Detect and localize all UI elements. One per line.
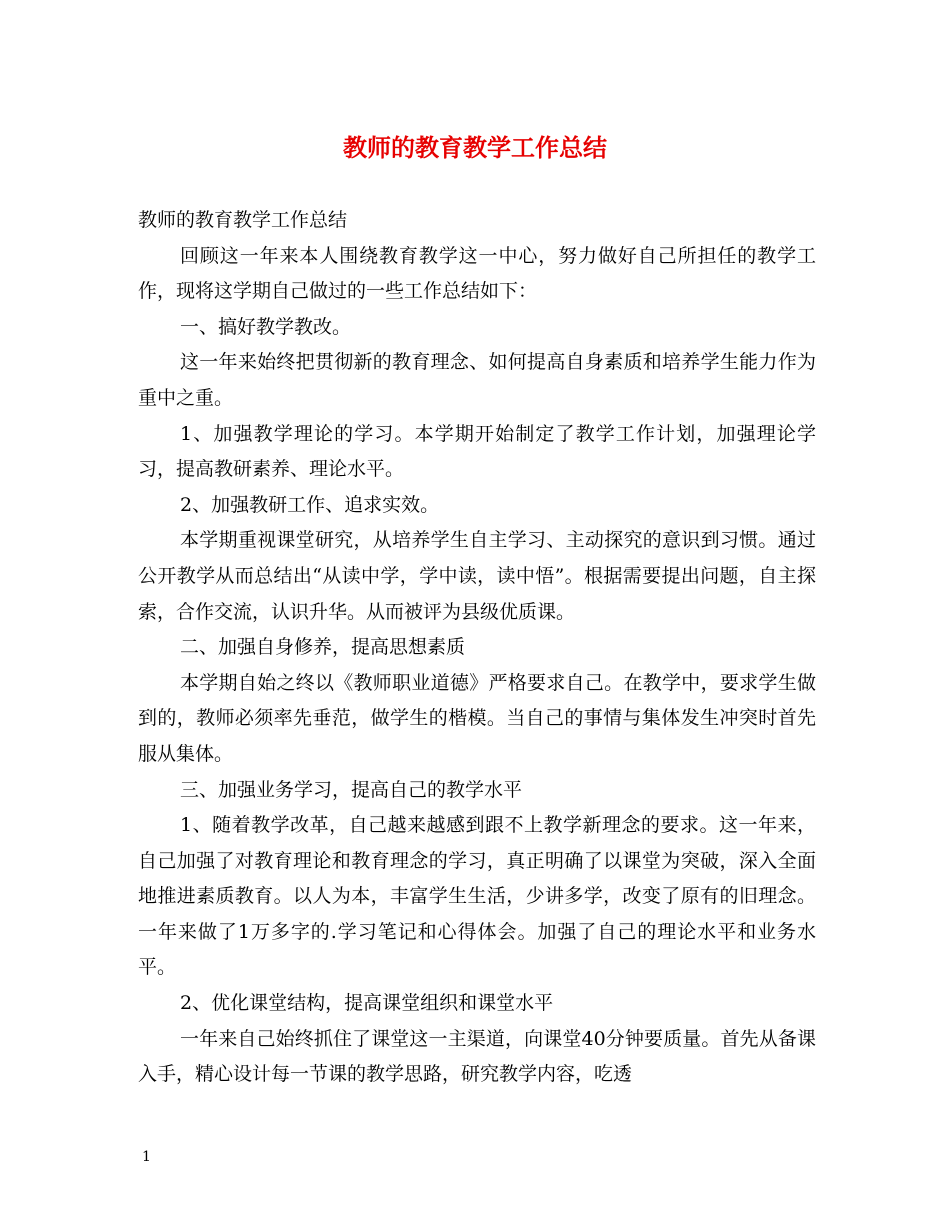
- paragraph: 一年来自己始终抓住了课堂这一主渠道，向课堂40分钟要质量。首先从备课入手，精心设计每一节课的教学思路，研究教学内容，吃透: [138, 1027, 816, 1086]
- paragraph: 2、加强教研工作、追求实效。: [180, 493, 440, 516]
- paragraph: 教师的教育教学工作总结: [138, 209, 348, 231]
- page-number: 1: [142, 1149, 151, 1165]
- document-body: [138, 203, 816, 1093]
- paragraph: 2、优化课堂结构，提高课堂组织和课堂水平: [180, 992, 554, 1015]
- paragraph: 三、加强业务学习，提高自己的教学水平: [180, 778, 523, 801]
- paragraph: 回顾这一年来本人围绕教育教学这一中心，努力做好自己所担任的教学工作，现将这学期自己做过的一些工作总结如下：: [138, 244, 816, 303]
- paragraph: 1、加强教学理论的学习。本学期开始制定了教学工作计划，加强理论学习，提高教研素养、理论水平。: [138, 422, 816, 481]
- paragraph: 一、搞好教学教改。: [180, 315, 352, 338]
- paragraph: 1、随着教学改革，自己越来越感到跟不上教学新理念的要求。这一年来，自己加强了对教育理论和教育理念的学习，真正明确了以课堂为突破，深入全面地推进素质教育。以人为本，丰富学生生活，少讲多学，改变了原有的旧理念。一年来做了1万多字的.学习笔记和心得体会。加强了自己的理论水平和业务水平。: [138, 814, 816, 979]
- document-title: 教师的教育教学工作总结: [343, 133, 607, 162]
- paragraph: 本学期重视课堂研究，从培养学生自主学习、主动探究的意识到习惯。通过公开教学从而总结出“从读中学，学中读，读中悟”。根据需要提出问题，自主探索，合作交流，认识升华。从而被评为县级优质课。: [138, 529, 816, 623]
- paragraph: 二、加强自身修养，提高思想素质: [180, 636, 466, 659]
- paragraph: 本学期自始之终以《教师职业道德》严格要求自己。在教学中，要求学生做到的，教师必须率先垂范，做学生的楷模。当自己的事情与集体发生冲突时首先服从集体。: [138, 671, 816, 765]
- paragraph: 这一年来始终把贯彻新的教育理念、如何提高自身素质和培养学生能力作为重中之重。: [138, 351, 816, 409]
